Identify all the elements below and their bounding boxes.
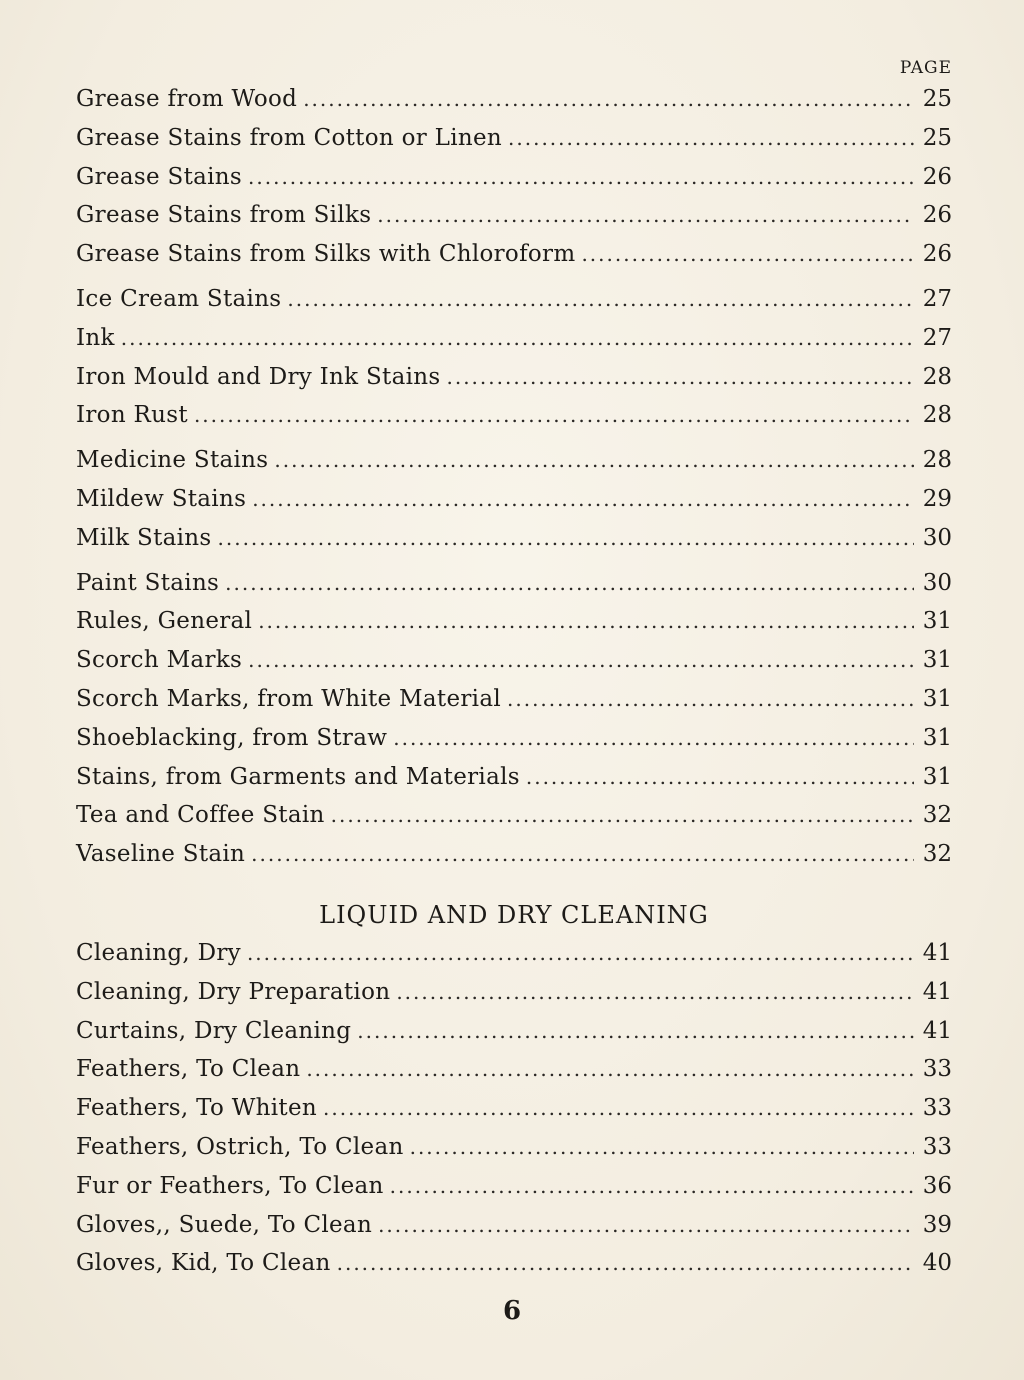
entry-title: Medicine Stains: [76, 447, 269, 474]
entry-page-number: 31: [922, 763, 952, 790]
toc-entry: [76, 1128, 952, 1167]
dot-leader: [121, 319, 914, 358]
entry-title: Scorch Marks: [76, 647, 243, 674]
entry-page-number: 26: [922, 163, 952, 190]
toc-entry: [76, 973, 952, 1012]
toc-entry: [76, 158, 952, 197]
toc-entry: [76, 680, 952, 719]
toc-entry: [76, 835, 952, 874]
entry-title: Scorch Marks, from White Material: [76, 685, 501, 712]
dot-leader: [581, 235, 914, 274]
dot-leader: [526, 758, 914, 797]
dot-leader: [258, 602, 914, 641]
dot-leader: [377, 196, 914, 235]
toc-entry: [76, 235, 952, 274]
entry-title: Stains, from Garments and Materials: [76, 763, 520, 790]
entry-title: Feathers, To Clean: [76, 1056, 301, 1083]
toc-entry: [76, 758, 952, 797]
dot-leader: [274, 441, 914, 480]
entry-title: Tea and Coffee Stain: [76, 802, 325, 829]
dot-leader: [357, 1012, 914, 1051]
entry-page-number: 25: [922, 86, 952, 112]
entry-title: Gloves,, Suede, To Clean: [76, 1211, 373, 1238]
dot-leader: [248, 641, 914, 680]
entry-page-number: 31: [922, 724, 952, 751]
entry-title: Curtains, Dry Cleaning: [76, 1017, 352, 1044]
toc-entry: [76, 196, 952, 235]
entry-page-number: 31: [922, 608, 952, 635]
entry-page-number: 36: [922, 1172, 952, 1199]
toc-entry: [76, 119, 952, 158]
entry-title: Grease from Wood: [76, 86, 298, 112]
entry-page-number: 41: [922, 1017, 952, 1044]
toc-entry: [76, 480, 952, 519]
dot-leader: [446, 358, 914, 397]
entry-page-number: 39: [922, 1211, 952, 1238]
entry-page-number: 33: [922, 1056, 952, 1083]
entry-page-number: 28: [922, 402, 952, 429]
entry-title: Cleaning, Dry Preparation: [76, 978, 391, 1005]
dot-leader: [508, 119, 914, 158]
dot-leader: [323, 1089, 914, 1128]
table-of-contents: [76, 80, 952, 1283]
entry-title: Feathers, Ostrich, To Clean: [76, 1133, 404, 1160]
dot-leader: [396, 973, 914, 1012]
section-heading: LIQUID AND DRY CLEANING: [319, 900, 709, 929]
dot-leader: [306, 1050, 914, 1089]
entry-page-number: 30: [922, 524, 952, 551]
dot-leader: [410, 1128, 914, 1167]
toc-entry: [76, 641, 952, 680]
dot-leader: [378, 1206, 914, 1245]
entry-page-number: 31: [922, 647, 952, 674]
toc-entry: [76, 1012, 952, 1051]
toc-entry: [76, 80, 952, 119]
dot-leader: [251, 835, 914, 874]
entry-title: Ink: [76, 324, 115, 351]
entry-title: Mildew Stains: [76, 485, 247, 512]
entry-title: Feathers, To Whiten: [76, 1095, 318, 1122]
entry-page-number: 40: [922, 1250, 952, 1277]
toc-entry: [76, 602, 952, 641]
toc-entry: [76, 280, 952, 319]
entry-page-number: 28: [922, 447, 952, 474]
entry-page-number: 28: [922, 363, 952, 390]
toc-entry: [76, 519, 952, 558]
entry-page-number: 30: [922, 569, 952, 596]
toc-entry: [76, 1206, 952, 1245]
toc-entry: [76, 1167, 952, 1206]
entry-title: Paint Stains: [76, 569, 220, 596]
entry-title: Milk Stains: [76, 524, 212, 551]
dot-leader: [287, 280, 914, 319]
entry-page-number: 41: [922, 939, 952, 966]
entry-page-number: 32: [922, 802, 952, 829]
entry-page-number: 33: [922, 1095, 952, 1122]
dot-leader: [252, 480, 914, 519]
toc-entry: [76, 719, 952, 758]
entry-title: Vaseline Stain: [76, 841, 246, 868]
entry-title: Grease Stains from Cotton or Linen: [76, 124, 503, 151]
toc-entry: [76, 319, 952, 358]
entry-page-number: 26: [922, 202, 952, 229]
entry-title: Iron Rust: [76, 402, 188, 429]
toc-entry: [76, 1089, 952, 1128]
entry-title: Grease Stains from Silks with Chloroform: [76, 241, 576, 268]
entry-page-number: 31: [922, 685, 952, 712]
entry-page-number: 41: [922, 978, 952, 1005]
page-number: 6: [502, 1296, 522, 1326]
entry-title: Gloves, Kid, To Clean: [76, 1250, 331, 1277]
toc-entry: [76, 796, 952, 835]
dot-leader: [225, 564, 914, 603]
dot-leader: [331, 796, 914, 835]
entry-title: Iron Mould and Dry Ink Stains: [76, 363, 441, 390]
toc-entry: [76, 1050, 952, 1089]
entry-title: Ice Cream Stains: [76, 285, 282, 312]
entry-page-number: 26: [922, 241, 952, 268]
entry-title: Grease Stains from Silks: [76, 202, 372, 229]
page-column-header: PAGE: [899, 58, 952, 78]
toc-entry: [76, 934, 952, 973]
toc-entry: [76, 1244, 952, 1283]
dot-leader: [218, 519, 915, 558]
toc-entry: [76, 396, 952, 435]
dot-leader: [194, 396, 914, 435]
dot-leader: [247, 934, 914, 973]
dot-leader: [507, 680, 914, 719]
toc-entry: [76, 441, 952, 480]
entry-title: Grease Stains: [76, 163, 243, 190]
entry-title: Shoeblacking, from Straw: [76, 724, 388, 751]
entry-title: Rules, General: [76, 608, 253, 635]
dot-leader: [390, 1167, 914, 1206]
entry-page-number: 33: [922, 1133, 952, 1160]
dot-leader: [248, 158, 914, 197]
toc-entry: [76, 564, 952, 603]
entry-title: Fur or Feathers, To Clean: [76, 1172, 384, 1199]
entry-page-number: 29: [922, 485, 952, 512]
dot-leader: [303, 80, 914, 119]
entry-page-number: 25: [922, 124, 952, 151]
dot-leader: [337, 1244, 914, 1283]
toc-entry: [76, 358, 952, 397]
entry-page-number: 27: [922, 324, 952, 351]
entry-page-number: 27: [922, 285, 952, 312]
entry-page-number: 32: [922, 841, 952, 868]
entry-title: Cleaning, Dry: [76, 939, 241, 966]
dot-leader: [393, 719, 914, 758]
